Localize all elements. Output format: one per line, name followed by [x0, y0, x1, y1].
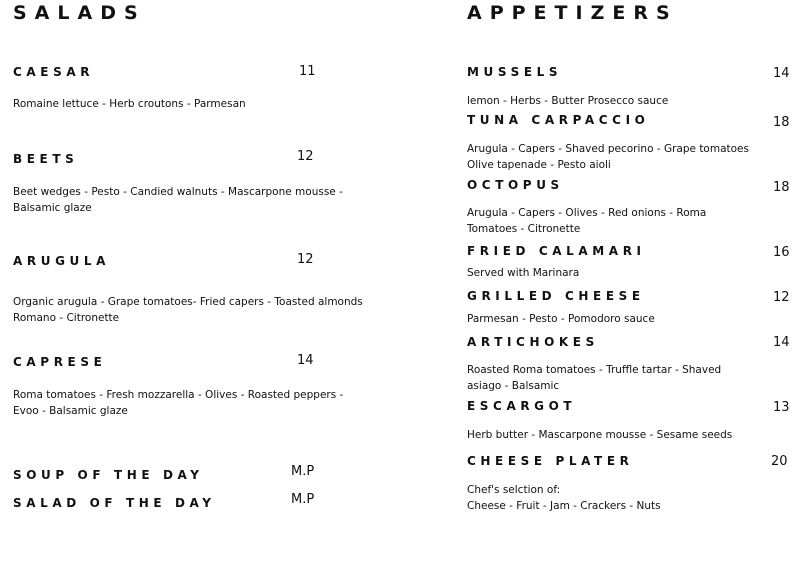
salad-desc-line: Balsamic glaze — [13, 202, 92, 214]
salad-desc-line: Beet wedges - Pesto - Candied walnuts - Mascarpone mousse - — [13, 186, 343, 198]
appetizer-desc-escargot — [467, 427, 732, 443]
appetizer-desc-line: Herb butter - Mascarpone mousse - Sesame seeds — [467, 429, 733, 441]
appetizer-price-tuna-carpaccio: 18 — [773, 115, 790, 130]
salad-price-caprese: 14 — [297, 353, 314, 368]
salad-desc-line: Romaine lettuce - Herb croutons - Parmesan — [13, 98, 246, 110]
special-price-soup-of-the-day: M.P — [291, 464, 315, 479]
special-name-soup-of-the-day: SOUP OF THE DAY — [13, 468, 204, 482]
appetizer-price-fried-calamari: 16 — [773, 245, 790, 260]
appetizer-desc-line: Olive tapenade - Pesto aioli — [467, 159, 611, 171]
appetizer-name-mussels: MUSSELS — [467, 65, 563, 79]
salad-name-beets: BEETS — [13, 152, 79, 166]
appetizer-desc-octopus — [467, 205, 706, 237]
salad-name-caprese: CAPRESE — [13, 355, 107, 369]
appetizer-desc-line: Arugula - Capers - Olives - Red onions - Roma — [467, 207, 707, 219]
appetizer-name-tuna-carpaccio: TUNA CARPACCIO — [467, 113, 650, 127]
salad-desc-beets — [13, 184, 343, 216]
appetizer-desc-tuna-carpaccio — [467, 141, 749, 173]
salad-desc-line: Romano - Citronette — [13, 312, 120, 324]
appetizer-name-grilled-cheese: GRILLED CHEESE — [467, 289, 645, 303]
special-name-salad-of-the-day: SALAD OF THE DAY — [13, 496, 216, 510]
salad-desc-line: Roma tomatoes - Fresh mozzarella - Olives - Roasted peppers - — [13, 389, 344, 401]
appetizer-name-artichokes: ARTICHOKES — [467, 335, 599, 349]
appetizer-name-fried-calamari: FRIED CALAMARI — [467, 244, 646, 258]
appetizer-desc-line: Roasted Roma tomatoes - Truffle tartar - Shaved — [467, 364, 722, 376]
appetizer-desc-line: lemon - Herbs - Butter Prosecco sauce — [467, 95, 669, 107]
appetizer-price-grilled-cheese: 12 — [773, 290, 790, 305]
appetizer-desc-artichokes — [467, 362, 721, 394]
salad-desc-arugula — [13, 294, 363, 326]
appetizer-price-artichokes: 14 — [773, 335, 790, 350]
appetizer-desc-line: Served with Marinara — [467, 267, 580, 279]
salad-name-arugula: ARUGULA — [13, 254, 110, 268]
salad-desc-caprese — [13, 387, 343, 419]
appetizer-desc-grilled-cheese — [467, 311, 655, 327]
salad-price-beets: 12 — [297, 149, 314, 164]
appetizer-desc-line: Tomatoes - Citronette — [467, 223, 581, 235]
salad-desc-line: Evoo - Balsamic glaze — [13, 405, 128, 417]
salad-price-arugula: 12 — [297, 252, 314, 267]
appetizers-section-title: APPETIZERS — [467, 2, 678, 24]
appetizer-name-escargot: ESCARGOT — [467, 399, 577, 413]
appetizer-price-mussels: 14 — [773, 66, 790, 81]
appetizer-desc-mussels — [467, 93, 668, 109]
appetizer-desc-cheese-plater — [467, 482, 661, 514]
appetizer-desc-line: asiago - Balsamic — [467, 380, 560, 392]
appetizer-desc-line: Chef's selction of: — [467, 484, 561, 496]
appetizer-name-cheese-plater: CHEESE PLATER — [467, 454, 634, 468]
salad-name-caesar: CAESAR — [13, 65, 95, 79]
appetizer-name-octopus: OCTOPUS — [467, 178, 564, 192]
appetizer-price-cheese-plater: 20 — [771, 454, 788, 469]
salad-price-caesar: 11 — [299, 64, 316, 79]
special-price-salad-of-the-day: M.P — [291, 492, 315, 507]
appetizer-desc-line: Cheese - Fruit - Jam - Crackers - Nuts — [467, 500, 661, 512]
salads-section-title: SALADS — [13, 2, 146, 24]
appetizer-price-octopus: 18 — [773, 180, 790, 195]
salad-desc-caesar — [13, 96, 246, 112]
appetizer-desc-fried-calamari — [467, 265, 579, 281]
appetizer-price-escargot: 13 — [773, 400, 790, 415]
appetizer-desc-line: Parmesan - Pesto - Pomodoro sauce — [467, 313, 655, 325]
appetizer-desc-line: Arugula - Capers - Shaved pecorino - Grape tomatoes — [467, 143, 749, 155]
salad-desc-line: Organic arugula - Grape tomatoes- Fried capers - Toasted almonds — [13, 296, 363, 308]
